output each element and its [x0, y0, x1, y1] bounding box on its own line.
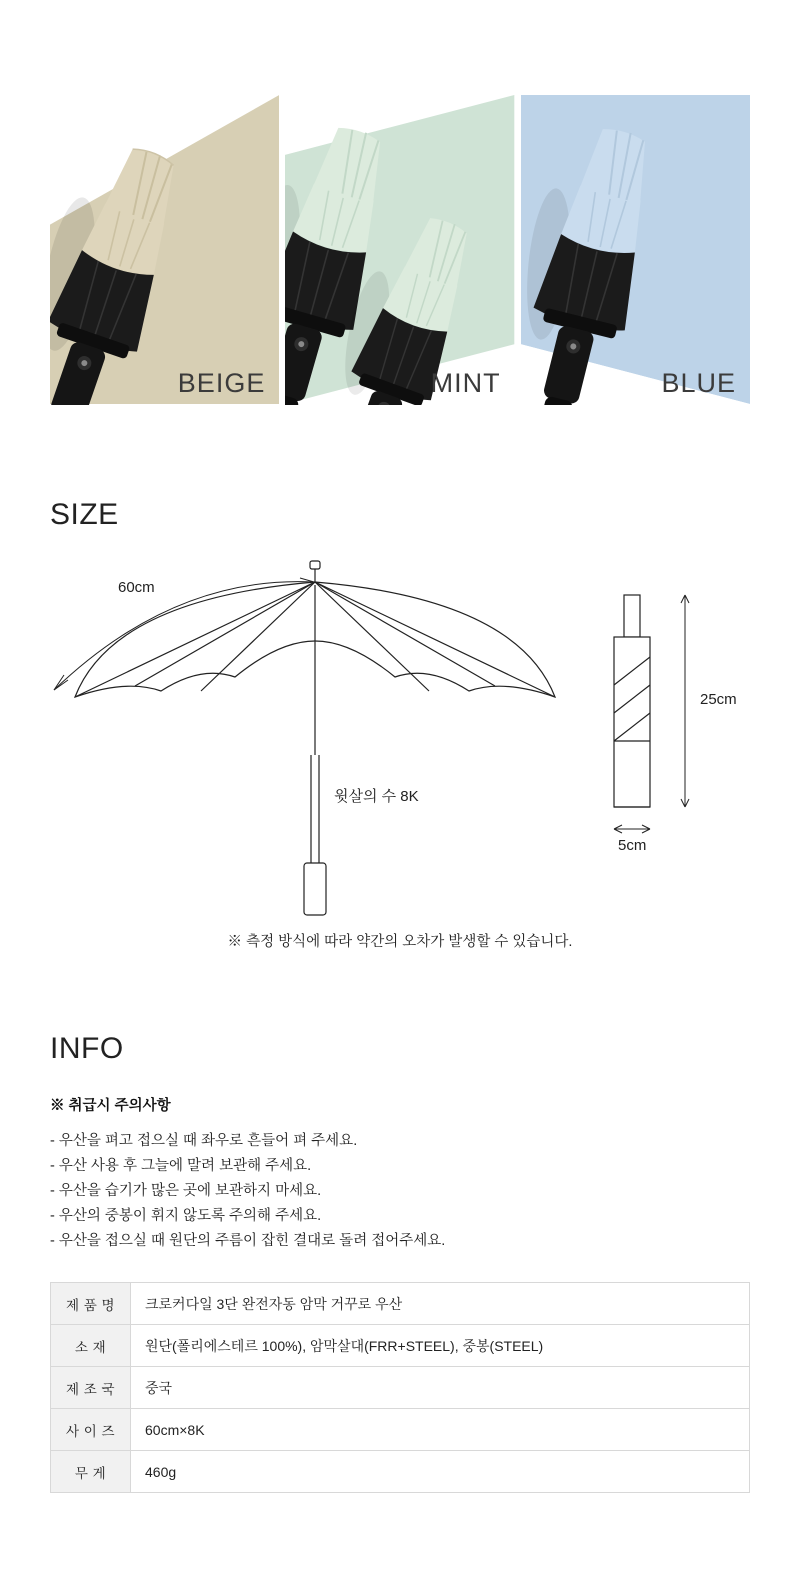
spec-value: 원단(폴리에스테르 100%), 암막살대(FRR+STEEL), 중봉(STEEL) — [131, 1325, 750, 1367]
color-label-blue: BLUE — [661, 368, 736, 398]
caution-line: - 우산을 펴고 접으실 때 좌우로 흔들어 펴 주세요. — [50, 1133, 358, 1149]
span-dimension-label: 60cm — [118, 579, 155, 596]
spec-value: 460g — [131, 1451, 750, 1493]
caution-line: - 우산을 습기가 많은 곳에 보관하지 마세요. — [50, 1183, 322, 1199]
spec-value: 크로커다일 3단 완전자동 암막 거꾸로 우산 — [131, 1283, 750, 1325]
umbrella-image-blue — [521, 95, 750, 405]
size-diagram — [40, 545, 760, 965]
size-section-title: SIZE — [50, 498, 119, 531]
table-row — [51, 1325, 750, 1367]
color-variants — [50, 95, 750, 405]
caution-line: - 우산의 중봉이 휘지 않도록 주의해 주세요. — [50, 1208, 322, 1224]
spec-value: 60cm×8K — [131, 1409, 750, 1451]
info-section-title: INFO — [50, 1032, 124, 1065]
height-dimension-label: 25cm — [700, 691, 737, 708]
caution-line: - 우산을 접으실 때 원단의 주름이 잡힌 결대로 돌려 접어주세요. — [50, 1233, 446, 1249]
table-row — [51, 1367, 750, 1409]
caution-title: ※ 취급시 주의사항 — [50, 1098, 171, 1114]
spec-key: 소 재 — [51, 1325, 131, 1367]
table-row — [51, 1409, 750, 1451]
caution-line: - 우산 사용 후 그늘에 말려 보관해 주세요. — [50, 1158, 312, 1174]
spec-key: 사 이 즈 — [51, 1409, 131, 1451]
color-card-beige — [50, 95, 279, 405]
umbrella-image-beige — [50, 95, 279, 405]
spec-value: 중국 — [131, 1367, 750, 1409]
color-label-beige: BEIGE — [177, 368, 266, 398]
measurement-note: ※ 측정 방식에 따라 약간의 오차가 발생할 수 있습니다. — [227, 934, 573, 950]
spec-key: 제 조 국 — [51, 1367, 131, 1409]
color-card-blue — [521, 95, 750, 405]
caution-block — [50, 1094, 750, 1254]
spec-key: 제 품 명 — [51, 1283, 131, 1325]
width-dimension-label: 5cm — [618, 837, 647, 854]
color-card-mint — [285, 95, 514, 405]
spec-key: 무 게 — [51, 1451, 131, 1493]
size-diagram-svg — [40, 545, 760, 965]
table-row — [51, 1451, 750, 1493]
umbrella-image-mint-2 — [285, 95, 514, 405]
table-row — [51, 1283, 750, 1325]
rib-count-label: 윗살의 수 8K — [334, 788, 419, 805]
color-label-mint: MINT — [430, 368, 501, 398]
spec-table — [50, 1282, 750, 1493]
